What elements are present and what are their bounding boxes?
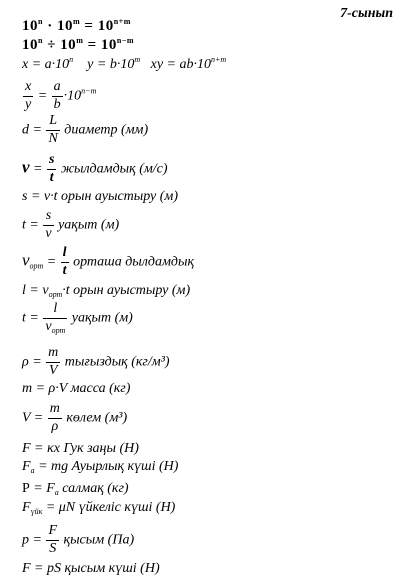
desc-friction: үйкеліс күші (Н) [78,500,176,515]
formula-average-speed: $\nu_{орт}$ = $\frac{l}{t}$ орташа дылдамдық [22,245,195,278]
formula-friction: $F_{үйк} = \mu N$ үйкеліс күші (Н) [22,500,176,516]
desc-density: тығыздық (кг/м³) [64,354,170,370]
desc-weight: салмақ (кг) [62,481,129,496]
formula-product-powers: $10^n \cdot 10^m = 10^{n+m}$ [22,17,131,34]
formula-hooke: F = κx Гук заңы (Н) [22,441,139,456]
desc-diameter: диаметр (мм) [64,122,149,138]
formula-path: $l = v_{орт}\cdot t$ орын ауыстыру (м) [22,283,191,299]
formula-time: t = $\frac{s}{v}$ уақыт (м) [22,208,120,241]
formula-gravity: $F_a$ = mg Ауырлық күші (Н) [22,459,179,475]
formula-displacement: s = v·t орын ауыстыру (м) [22,189,179,204]
desc-hooke: Гук заңы (Н) [63,441,139,456]
desc-pressure-force: қысым күші (Н) [64,561,160,576]
desc-average-speed: орташа дылдамдық [73,254,195,270]
formula-standard-form: $x = a\cdot 10^n$ $y = b\cdot 10^m$ xy = $ab\cdot 10^{n+m}$ [22,55,227,72]
desc-time-average: уақыт (м) [71,310,133,326]
formula-weight: $P = F_a$ салмақ (кг) [22,481,129,497]
formula-density: ρ = $\frac{m}{V}$ тығыздық (кг/м³) [22,345,170,378]
desc-volume: көлем (м³) [66,410,128,426]
desc-path: орын ауыстыру (м) [73,283,191,298]
grade-label: 7-сынып [340,6,393,21]
desc-time: уақыт (м) [58,217,120,233]
desc-displacement: орын ауыстыру (м) [61,189,179,204]
formula-speed: ν = $\frac{s}{t}$ жылдамдық (м/с) [22,152,168,185]
desc-mass: масса (кг) [70,381,131,396]
formula-volume: V = $\frac{m}{\rho}$ көлем (м³) [22,401,128,434]
formula-ratio: $\frac{x}{y}$ = $\frac{a}{b}$ $\cdot 10^{n-m}$ [25,79,97,112]
desc-speed: жылдамдық (м/с) [60,161,168,177]
formula-diameter: d = $\frac{L}{N}$ диаметр (мм) [22,113,149,146]
formula-pressure-force: F = pS қысым күші (Н) [22,561,160,576]
desc-gravity: Ауырлық күші (Н) [71,459,179,474]
desc-pressure: қысым (Па) [63,532,135,548]
formula-time-average: t = $\frac{l}{v_{орт}}$ уақыт (м) [22,301,133,335]
formula-mass: m = ρ·V масса (кг) [22,381,131,396]
formula-quotient-powers: $10^n \div 10^m = 10^{n-m}$ [22,36,135,53]
formula-pressure: p = $\frac{F}{S}$ қысым (Па) [22,523,135,556]
